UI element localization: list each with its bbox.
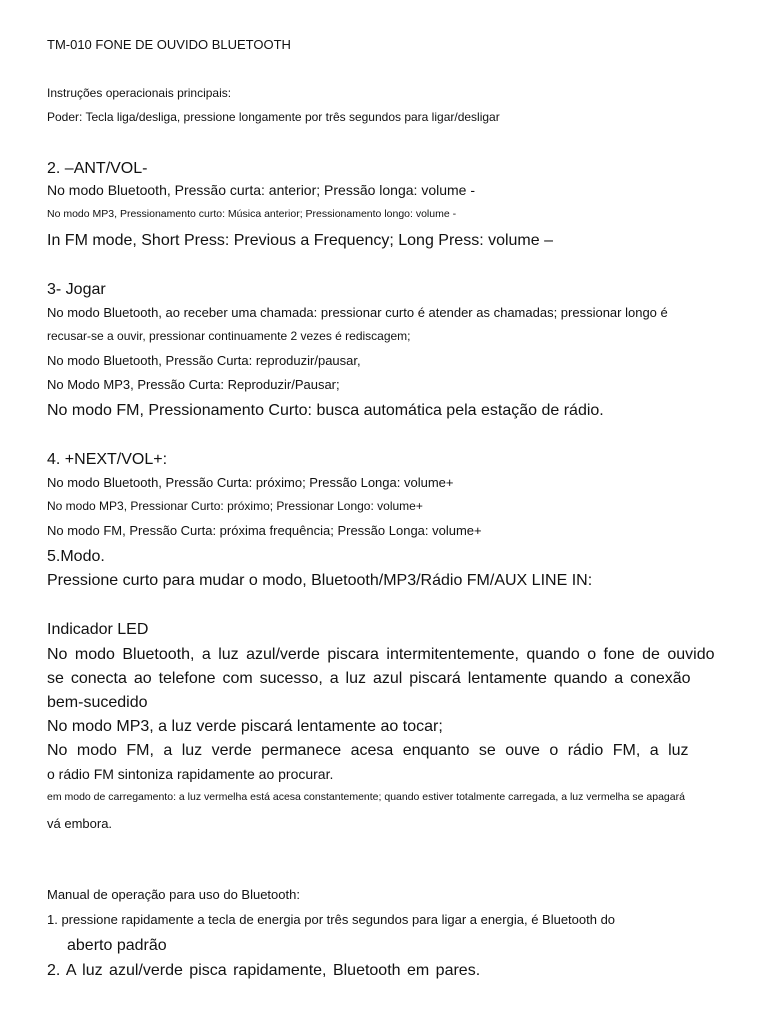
- section3-bluetooth: No modo Bluetooth, Pressão Curta: reproduzir/pausar,: [47, 353, 361, 368]
- led-fm-line2: o rádio FM sintoniza rapidamente ao procurar.: [47, 766, 334, 782]
- section3-call-line2: recusar-se a ouvir, pressionar continuamente 2 vezes é rediscagem;: [47, 329, 411, 343]
- led-bluetooth-line2: se conecta ao telefone com sucesso, a luz azul piscará lentamente quando a conexão: [47, 670, 691, 687]
- manual-step2: 2. A luz azul/verde pisca rapidamente, Bluetooth em pares.: [47, 962, 481, 979]
- section3-mp3: No Modo MP3, Pressão Curta: Reproduzir/Pausar;: [47, 377, 340, 392]
- section2-heading: 2. –ANT/VOL-: [47, 160, 148, 177]
- led-charging-line2: vá embora.: [47, 816, 113, 831]
- section4-fm: No modo FM, Pressão Curta: próxima frequência; Pressão Longa: volume+: [47, 523, 482, 538]
- manual-step1-line1: 1. pressione rapidamente a tecla de energia por três segundos para ligar a energia, é Bluetooth do: [47, 912, 616, 927]
- document-title: TM-010 FONE DE OUVIDO BLUETOOTH: [47, 37, 291, 52]
- section2-mp3: No modo MP3, Pressionamento curto: Música anterior; Pressionamento longo: volume -: [47, 208, 457, 220]
- section4-mp3: No modo MP3, Pressionar Curto: próximo; Pressionar Longo: volume+: [47, 499, 423, 513]
- section3-heading: 3- Jogar: [47, 281, 106, 298]
- led-mp3: No modo MP3, a luz verde piscará lentamente ao tocar;: [47, 718, 443, 735]
- section5-heading: 5.Modo.: [47, 548, 105, 565]
- power-instruction: Poder: Tecla liga/desliga, pressione longamente por três segundos para ligar/desligar: [47, 110, 500, 124]
- led-fm-line1: No modo FM, a luz verde permanece acesa enquanto se ouve o rádio FM, a luz: [47, 742, 689, 759]
- intro-heading: Instruções operacionais principais:: [47, 86, 232, 100]
- section3-fm: No modo FM, Pressionamento Curto: busca automática pela estação de rádio.: [47, 402, 604, 419]
- led-heading: Indicador LED: [47, 621, 149, 638]
- led-charging-line1: em modo de carregamento: a luz vermelha está acesa constantemente; quando estiver totalmente carregada, a luz vermelha se apagará: [47, 791, 685, 803]
- section4-heading: 4. +NEXT/VOL+:: [47, 451, 168, 468]
- section4-bluetooth: No modo Bluetooth, Pressão Curta: próximo; Pressão Longa: volume+: [47, 475, 454, 490]
- led-bluetooth-line3: bem-sucedido: [47, 694, 148, 711]
- led-bluetooth-line1: No modo Bluetooth, a luz azul/verde piscara intermitentemente, quando o fone de ouvido: [47, 646, 715, 663]
- manual-heading: Manual de operação para uso do Bluetooth:: [47, 887, 300, 902]
- section5-text: Pressione curto para mudar o modo, Bluetooth/MP3/Rádio FM/AUX LINE IN:: [47, 572, 593, 589]
- manual-step1-line2: aberto padrão: [67, 937, 167, 954]
- section3-call-line1: No modo Bluetooth, ao receber uma chamada: pressionar curto é atender as chamadas; pressionar longo é: [47, 305, 668, 320]
- section2-fm: In FM mode, Short Press: Previous a Frequency; Long Press: volume –: [47, 232, 553, 249]
- section2-bluetooth: No modo Bluetooth, Pressão curta: anterior; Pressão longa: volume -: [47, 182, 475, 198]
